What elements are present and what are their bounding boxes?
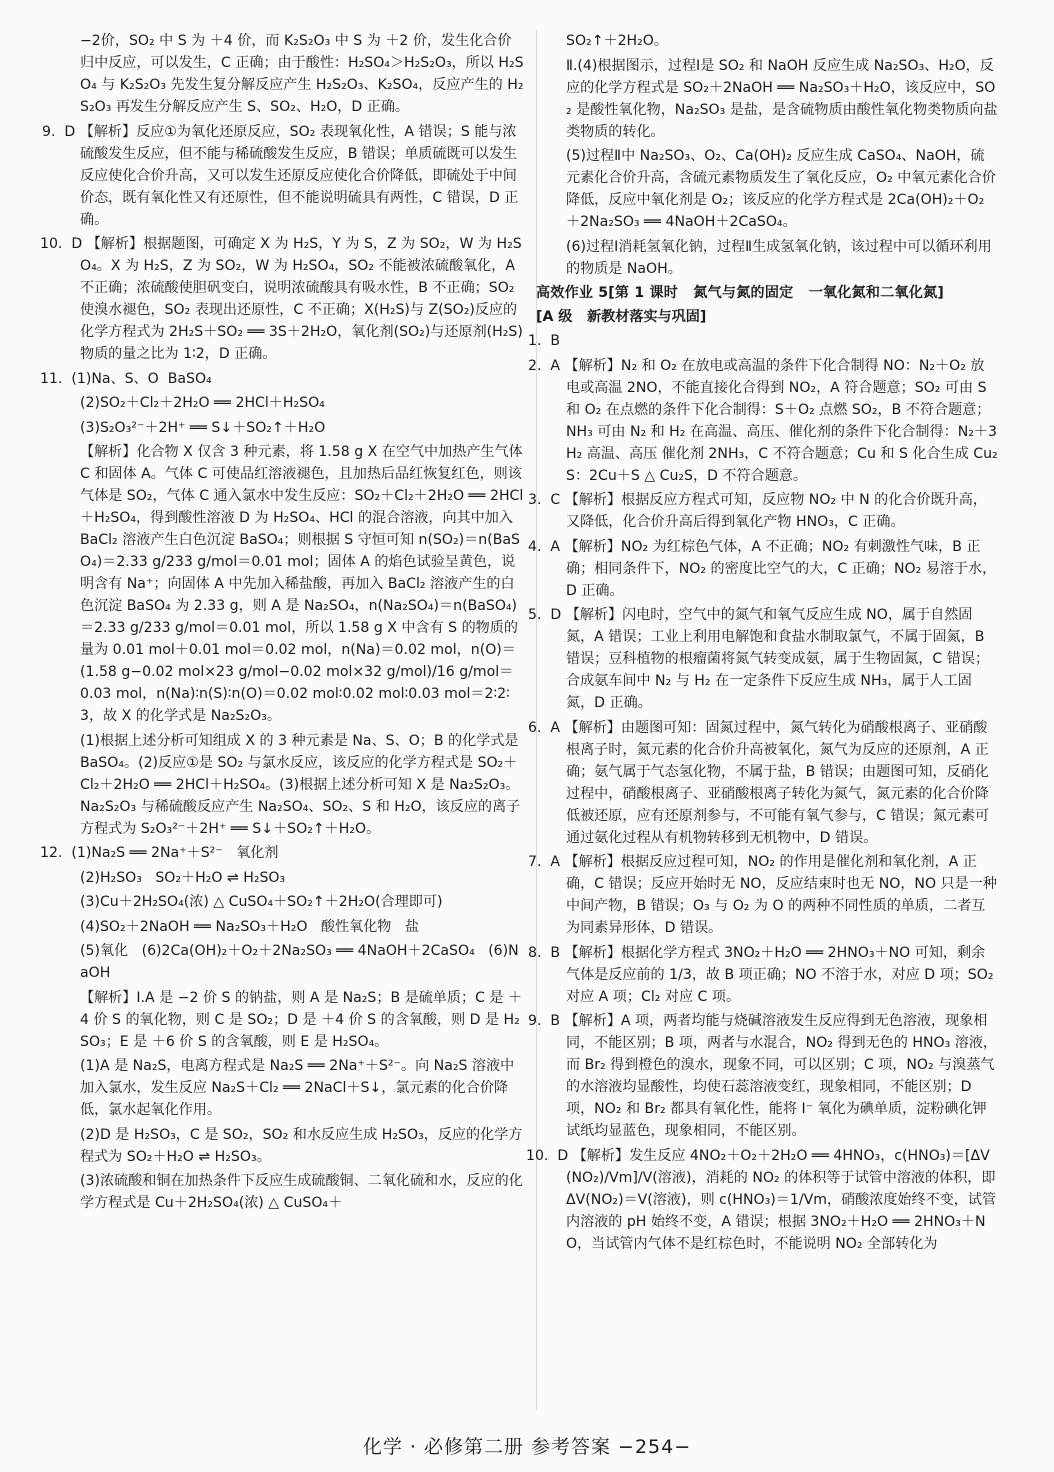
left-column-paragraph: 11. (1)Na、S、O BaSO₄ [40, 370, 212, 387]
right-column-paragraph: 5. D 【解析】闪电时，空气中的氮气和氧气反应生成 NO，属于自然固氮，A 错误；工业上利用电解饱和食盐水制取氯气，不属于固氮，B 错误；豆科植物的根瘤菌将氮气转变成氨，属于生物固氮，C 错误；合成氨车间中 N₂ 与 H₂ 在一定条件下反应生成 NH₃，属于人工固氮，D 正确。 [528, 607, 990, 711]
right-column-paragraph: 1. B [528, 333, 561, 349]
right-column [526, 30, 1000, 1257]
left-column-paragraph: (3)浓硫酸和铜在加热条件下反应生成硫酸铜、二氧化硫和水，反应的化学方程式是 Cu＋2H₂SO₄(浓) △ CuSO₄＋ [80, 1173, 523, 1211]
left-column-paragraph: (1)A 是 Na₂S，电离方程式是 Na₂S ══ 2Na⁺＋S²⁻。向 Na₂S 溶液中加入氯水，发生反应 Na₂S＋Cl₂ ══ 2NaCl＋S↓，氯元素的化合价降低，氯水起氧化作用。 [80, 1058, 515, 1118]
right-column-paragraph: 3. C 【解析】根据反应方程式可知，反应物 NO₂ 中 N 的化合价既升高，又降低，化合价升高后得到氧化产物 HNO₃，C 正确。 [528, 492, 987, 530]
right-column-paragraph: 2. A 【解析】N₂ 和 O₂ 在放电或高温的条件下化合制得 NO：N₂＋O₂ 放电或高温 2NO，不能直接化合得到 NO₂，A 符合题意；SO₂ 可由 S 和 O₂ 在点燃的条件下化合制得：S＋O₂ 点燃 SO₂，B 不符合题意；NH₃ 可由 N₂ 和 H₂ 在高温、高压、催化剂的条件下化合制得：N₂＋3H₂ 高温、高压 催化剂 2NH₃，C 不符合题意；Cu 和 S 化合生成 Cu₂S：2Cu＋S △ Cu₂S，D 不符合题意。 [528, 357, 998, 484]
right-column-paragraph: 9. B 【解析】A 项，两者均能与烧碱溶液发生反应得到无色溶液，现象相同，不能区别；B 项，两者与水混合，NO₂ 得到无色的 HNO₃ 溶液，而 Br₂ 得到橙色的溴水，现象不同，可以区别；C 项，NO₂ 与溴蒸气的水溶液均显酸性，均使石蕊溶液变红，现象相同，不能区别；D 项，NO₂ 和 Br₂ 都具有氧化性，能将 I⁻ 氧化为碘单质，淀粉碘化钾试纸均显蓝色，现象相同，不能区别。 [528, 1013, 998, 1139]
right-column-paragraph: 7. A 【解析】根据反应过程可知，NO₂ 的作用是催化剂和氧化剂，A 正确，C 错误；反应开始时无 NO，反应结束时也无 NO，NO 只是一种中间产物，B 错误；O₃ 与 O₂ 为 O 的两种不同性质的单质，二者互为同素异形体，D 错误。 [528, 854, 997, 936]
left-column-paragraph: 【解析】Ⅰ.A 是 −2 价 S 的钠盐，则 A 是 Na₂S；B 是硫单质；C 是 ＋4 价 S 的氧化物，则 C 是 SO₂；D 是 ＋4 价 S 的含氧酸，则 D 是 H₂SO₃；E 是 ＋6 价 S 的含氧酸，则 E 是 H₂SO₄。 [80, 989, 523, 1050]
left-column-paragraph: (5)氧化 (6)2Ca(OH)₂＋O₂＋2Na₂SO₃ ══ 4NaOH＋2CaSO₄ (6)NaOH [80, 943, 519, 981]
left-column-paragraph: −2价，SO₂ 中 S 为 ＋4 价，而 K₂S₂O₃ 中 S 为 ＋2 价，发生化合价归中反应，可以发生，C 正确；由于酸性：H₂SO₄＞H₂S₂O₃，所以 H₂SO₄ 与 K₂S₂O₃ 先发生复分解反应产生 H₂S₂O₃、K₂SO₄，反应产生的 H₂S₂O₃ 再发生分解反应产生 S、SO₂、H₂O，D 正确。 [80, 33, 524, 115]
left-column-paragraph: (2)H₂SO₃ SO₂＋H₂O ⇌ H₂SO₃ [80, 869, 286, 886]
right-column-paragraph: Ⅱ.(4)根据图示，过程Ⅰ是 SO₂ 和 NaOH 反应生成 Na₂SO₃、H₂O，反应的化学方程式是 SO₂＋2NaOH ══ Na₂SO₃＋H₂O，该反应中，SO₂ 是酸性氧化物，Na₂SO₃ 是盐，是含硫物质由酸性氧化物类物质向盐类物质的转化。 [566, 57, 998, 140]
right-column-paragraph: 高效作业 5[第 1 课时 氮气与氮的固定 一氧化氮和二氧化氮] [536, 285, 945, 301]
left-column-paragraph: (1)根据上述分析可知组成 X 的 3 种元素是 Na、S、O；B 的化学式是 BaSO₄。(2)反应①是 SO₂ 与氯水反应，该反应的化学方程式是 SO₂＋Cl₂＋2H₂O ══ 2HCl＋H₂SO₄。(3)根据上述分析可知 X 是 Na₂S₂O₃。Na₂S₂O₃ 与稀硫酸反应产生 Na₂SO₄、SO₂、S 和 H₂O，该反应的离子方程式为 S₂O₃²⁻＋2H⁺ ══ S↓＋SO₂↑＋H₂O。 [80, 732, 523, 837]
left-column-paragraph: 10. D 【解析】根据题图，可确定 X 为 H₂S，Y 为 S，Z 为 SO₂，W 为 H₂SO₄。X 为 H₂S，Z 为 SO₂，W 为 H₂SO₄，SO₂ 不能被浓硫酸氧化，A 不正确；浓硫酸使胆矾变白，说明浓硫酸具有吸水性，B 不正确；SO₂ 使溴水褪色，SO₂ 表现出还原性，C 不正确；X(H₂S)与 Z(SO₂)反应的化学方程式为 2H₂S＋SO₂ ══ 3S＋2H₂O，氧化剂(SO₂)与还原剂(H₂S)物质的量之比为 1∶2，D 正确。 [40, 236, 523, 362]
left-column-paragraph: (2)D 是 H₂SO₃，C 是 SO₂，SO₂ 和水反应生成 H₂SO₃，反应的化学方程式为 SO₂＋H₂O ⇌ H₂SO₃。 [80, 1126, 523, 1165]
left-column-paragraph: (3)Cu＋2H₂SO₄(浓) △ CuSO₄＋SO₂↑＋2H₂O(合理即可) [80, 894, 443, 910]
left-column-paragraph: (3)S₂O₃²⁻＋2H⁺ ══ S↓＋SO₂↑＋H₂O [80, 419, 326, 436]
left-column-paragraph: 12. (1)Na₂S ══ 2Na⁺＋S²⁻ 氧化剂 [40, 845, 279, 861]
right-column-paragraph: 10. D 【解析】发生反应 4NO₂＋O₂＋2H₂O ══ 4HNO₃，c(HNO₃)＝[ΔV(NO₂)/Vm]/V(溶液)，消耗的 NO₂ 的体积等于试管中溶液的体积，即 ΔV(NO₂)＝V(溶液)，则 c(HNO₃)＝1/Vm，硝酸浓度始终不变，试管内溶液的 pH 始终不变，A 错误；根据 3NO₂＋H₂O ══ 2HNO₃＋NO，当试管内气体不是红棕色时，不能说明 NO₂ 全部转化为 [526, 1147, 1000, 1252]
left-column [40, 30, 528, 1217]
left-column-paragraph: (2)SO₂＋Cl₂＋2H₂O ══ 2HCl＋H₂SO₄ [80, 395, 325, 411]
right-column-paragraph: 4. A 【解析】NO₂ 为红棕色气体，A 不正确；NO₂ 有刺激性气味，B 正确；相同条件下，NO₂ 的密度比空气的大，C 正确；NO₂ 易溶于水，D 正确。 [528, 538, 997, 599]
right-column-paragraph: SO₂↑＋2H₂O。 [566, 33, 668, 49]
right-column-paragraph: (6)过程Ⅰ消耗氢氧化钠，过程Ⅱ生成氢氧化钠，该过程中可以循环利用的物质是 NaOH。 [566, 238, 992, 277]
left-column-paragraph: 9. D 【解析】反应①为氧化还原反应，SO₂ 表现氧化性，A 错误；S 能与浓硫酸发生反应，但不能与稀硫酸发生反应，B 错误；单质硫既可以发生反应使化合价升高，又可以发生还原反应使化合价降低，即硫处于中间价态，既有氧化性又有还原性，但不能说明硫具有两性，C 错误，D 正确。 [42, 123, 519, 228]
right-column-paragraph: (5)过程Ⅱ中 Na₂SO₃、O₂、Ca(OH)₂ 反应生成 CaSO₄、NaOH，硫元素化合价升高，含硫元素物质发生了氧化反应，O₂ 中氧元素化合价降低，反应中氧化剂是 O₂；该反应的化学方程式是 2Ca(OH)₂＋O₂＋2Na₂SO₃ ══ 4NaOH＋2CaSO₄。 [566, 148, 996, 230]
left-column-paragraph: (4)SO₂＋2NaOH ══ Na₂SO₃＋H₂O 酸性氧化物 盐 [80, 918, 419, 935]
right-column-paragraph: 6. A 【解析】由题图可知：固氮过程中，氮气转化为硝酸根离子、亚硝酸根离子时，氮元素的化合价升高被氧化，氮气为反应的还原剂，A 正确；氨气属于气态氢化物，不属于盐，B 错误；由题图可知，反硝化过程中，硝酸根离子、亚硝酸根离子转化为氮气，氮元素的化合价降低被还原，应有还原剂参与，不可能有氧气参与，C 错误；氮元素可通过氨化过程从有机物转移到无机物中，D 错误。 [528, 719, 990, 846]
page-footer: 化学 · 必修第二册 参考答案 −254− [362, 1436, 692, 1458]
left-column-paragraph: 【解析】化合物 X 仅含 3 种元素，将 1.58 g X 在空气中加热产生气体 C 和固体 A。气体 C 可使品红溶液褪色，且加热后品红恢复红色，则该气体是 SO₂，气体 C 通入氯水中发生反应：SO₂＋Cl₂＋2H₂O ══ 2HCl＋H₂SO₄，得到酸性溶液 D 为 H₂SO₄、HCl 的混合溶液，向其中加入 BaCl₂ 溶液产生白色沉淀 BaSO₄；则根据 S 守恒可知 n(SO₂)＝n(BaSO₄)＝2.33 g/233 g/mol＝0.01 mol；固体 A 的焰色试验呈黄色，说明含有 Na⁺；向固体 A 中先加入稀盐酸，再加入 BaCl₂ 溶液产生的白色沉淀 BaSO₄ 为 2.33 g，则 A 是 Na₂SO₄，n(Na₂SO₄)＝n(BaSO₄)＝2.33 g/233 g/mol＝0.01 mol，所以 1.58 g X 中含有 S 的物质的量为 0.01 mol＋0.01 mol＝0.02 mol，n(Na)＝0.02 mol，n(O)＝(1.58 g−0.02 mol×23 g/mol−0.02 mol×32 g/mol)/16 g/mol＝0.03 mol，n(Na)∶n(S)∶n(O)＝0.02 mol∶0.02 mol∶0.03 mol＝2∶2∶3，故 X 的化学式是 Na₂S₂O₃。 [80, 444, 528, 724]
right-column-paragraph: 8. B 【解析】根据化学方程式 3NO₂＋H₂O ══ 2HNO₃＋NO 可知，剩余气体是反应前的 1/3，故 B 项正确；NO 不溶于水，对应 D 项；SO₂ 对应 A 项；Cl₂ 对应 C 项。 [528, 944, 998, 1005]
right-column-paragraph: [A 级 新教材落实与巩固] [536, 309, 707, 325]
